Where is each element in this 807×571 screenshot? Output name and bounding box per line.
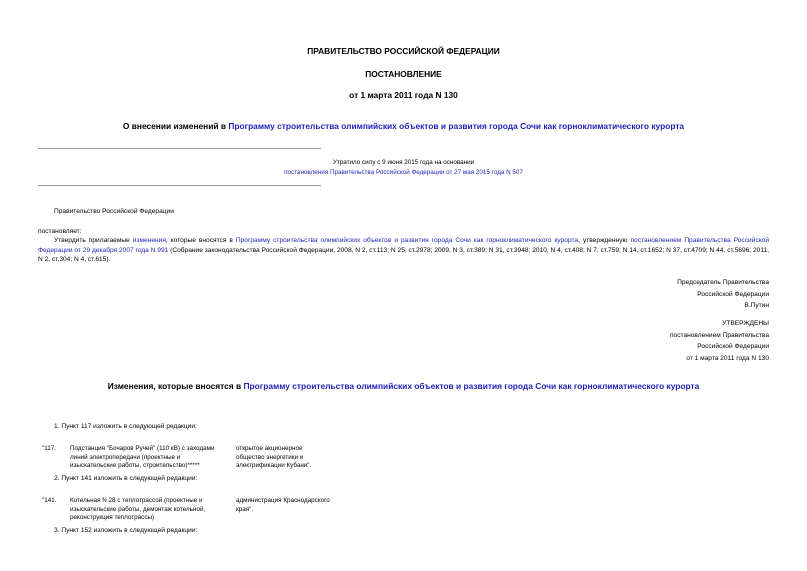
p1-text-3: , утвержденную <box>578 237 631 244</box>
row-117-organization <box>236 445 311 471</box>
row-141-org-2: края". <box>236 505 254 513</box>
signature-country: Российской Федерации <box>697 290 769 298</box>
row-117-org-2: общество энергетики и <box>236 453 304 461</box>
program-link[interactable]: Программу строительства олимпийских объектов и развития города Сочи как горноклиматического курорта <box>235 237 579 244</box>
expiry-decree-link[interactable]: постановления Правительства Российской Федерации от 27 мая 2015 года N 507 <box>284 169 523 176</box>
p1-text-4: (Собрание законодательства Российской Федерации, 2008, N 2, ст.113; N 25, ст.2978; 2009, N 3, ст.389; N 31, ст.3948; 2010, N 4, ст.408; N 7, ст.759; N 14, ст.1652; N 37, ст.4709; N 44, ст.5696; 2011, N 2, ст.304; N 4, ст.615). <box>38 246 769 264</box>
row-141-organization <box>236 497 330 514</box>
item-3: 3. Пункт 152 изложить в следующей редакции: <box>54 527 198 534</box>
row-117-org-3: электрификации Кубани". <box>236 462 312 470</box>
changes-heading-link[interactable]: Программу строительства олимпийских объектов и развития города Сочи как горноклиматического курорта <box>243 381 700 391</box>
signature-position: Председатель Правительства <box>677 279 769 286</box>
document-date-number: от 1 марта 2011 года N 130 <box>349 90 458 100</box>
document-type: ПОСТАНОВЛЕНИЕ <box>365 69 442 79</box>
decree-991-link[interactable]: постановлением Правительства Российской Федерации от 29 декабря 2007 года N 991 <box>38 237 769 254</box>
row-117-number: "117. <box>42 445 57 452</box>
item-2: 2. Пункт 141 изложить в следующей редакции: <box>54 475 198 482</box>
item-1: 1. Пункт 117 изложить в следующей редакции: <box>54 423 197 430</box>
row-141-desc-1: Котельная N 28 с теплотрассой (проектные и <box>70 497 203 504</box>
approved-country: Российской Федерации <box>697 343 769 350</box>
approved-date: от 1 марта 2011 года N 130 <box>686 354 769 362</box>
row-141-number: "141. <box>42 497 57 504</box>
bottom-divider <box>38 185 321 186</box>
approved-title: УТВЕРЖДЕНЫ <box>722 320 769 327</box>
expiry-note: Утратило силу с 9 июня 2015 года на основании <box>332 159 475 166</box>
row-117-description <box>70 445 214 471</box>
row-117-desc-3: изыскательские работы, строительство)***** <box>70 462 200 470</box>
approved-block <box>670 318 769 364</box>
row-141-description <box>70 497 205 523</box>
top-divider <box>38 148 321 149</box>
changes-heading-prefix: Изменения, которые вносятся в <box>107 381 244 391</box>
p1-text-2: , которые вносятся в <box>165 237 236 244</box>
row-141-org-1: администрация Краснодарского <box>236 497 330 504</box>
signature-block <box>677 277 769 312</box>
approved-by: постановлением Правительства <box>669 331 769 339</box>
row-141-desc-3: реконструкция теплотрассы) <box>70 514 155 522</box>
row-117-desc-2: линий электропередачи (проектные и <box>70 453 181 461</box>
decrees-label: постановляет: <box>38 228 82 235</box>
government-name: ПРАВИТЕЛЬСТВО РОССИЙСКОЙ ФЕДЕРАЦИИ <box>307 46 500 56</box>
government-label: Правительство Российской Федерации <box>54 208 174 215</box>
p1-text-1: Утвердить прилагаемые <box>54 237 133 244</box>
signature-name: В.Путин <box>744 302 769 309</box>
document-title <box>0 121 807 131</box>
row-117-org-1: открытое акционерное <box>236 445 303 452</box>
changes-link[interactable]: изменения <box>132 237 166 244</box>
title-program-link[interactable]: Программу строительства олимпийских объектов и развития города Сочи как горноклиматического курорта <box>228 121 685 131</box>
changes-heading <box>0 381 807 391</box>
row-141-desc-2: изыскательские работы, демонтаж котельной, <box>70 505 206 513</box>
row-117-desc-1: Подстанция "Бочаров Ручей" (110 кВ) с заходами <box>70 445 215 452</box>
main-paragraph <box>38 236 769 265</box>
title-prefix: О внесении изменений в <box>122 121 229 131</box>
